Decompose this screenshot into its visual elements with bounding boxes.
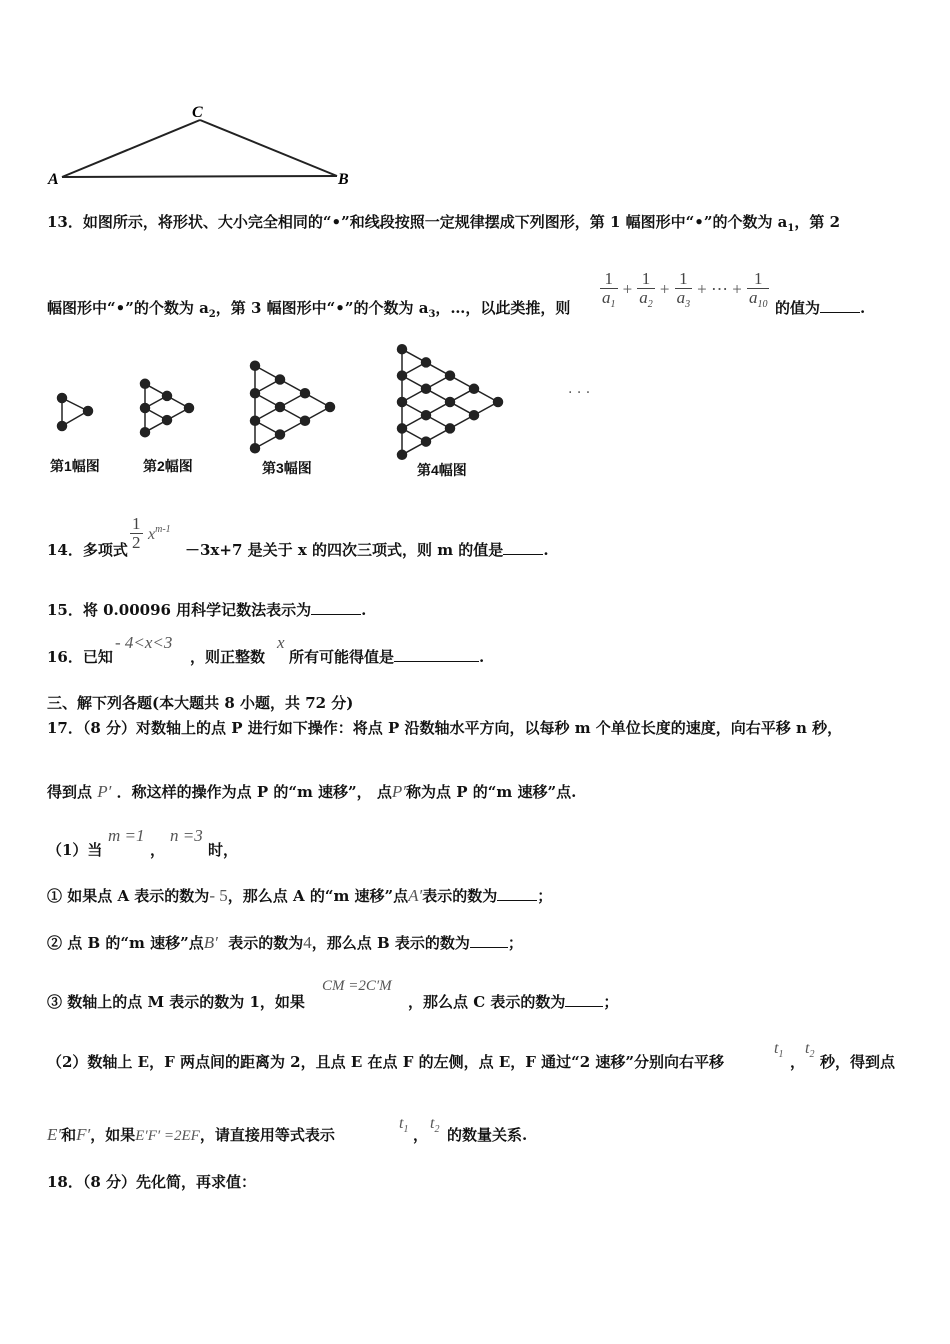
fraction-3: $\frac{1}{a_3}$ [676,269,691,310]
comma: ， [790,1053,806,1071]
dot [446,398,455,407]
t1-second: $t_1$ [399,1115,409,1135]
q17-line2: 得到点 P′ ．称这样的操作为点 P 的“m 速移”， 点P′称为点 P 的“m 速移”点. [47,782,577,801]
dot [470,411,479,420]
dot [276,430,285,439]
dot [398,345,407,354]
q16-rest: 所有可能得值是 . [289,648,485,666]
dot [398,371,407,380]
triangle-label-c: C [192,104,203,121]
dot [163,416,172,425]
dot [141,404,150,413]
more-figures-dots: · · · [568,385,591,401]
fraction-1: $\frac{1}{a_1}$ [602,269,616,310]
dot [422,411,431,420]
q14: 14．多项式 [47,541,128,559]
answer-blank[interactable] [311,600,361,615]
q16-inequality: - 4<x<3 [115,633,173,652]
answer-blank[interactable] [497,886,537,901]
dot [251,444,260,453]
triangle-side-ab [62,176,337,177]
p-prime: P′ [391,782,407,801]
dot [301,389,310,398]
cm-equation: CM =2C′M [322,978,392,994]
answer-blank[interactable] [394,647,479,662]
dot [422,358,431,367]
section-3-title: 三、解下列各题(本大题共 8 小题，共 72 分) [47,694,354,712]
fraction-10: $\frac{1}{a_{10}}$ [748,269,768,310]
comma: ， [413,1126,429,1144]
dot [251,389,260,398]
q17-line1: 17．（8 分）对数轴上的点 P 进行如下操作：将点 P 沿数轴水平方向，以每秒 m 个单位长度的速度，向右平移 n 秒， [47,719,843,737]
triangle-label-b: B [338,171,349,188]
triangle-side-cb [200,120,337,176]
dot [398,398,407,407]
q13-tail: 的值为 . [775,299,866,317]
figure-3 [251,361,335,453]
m-equals: m =1 [108,826,145,845]
answer-blank[interactable] [503,540,543,555]
figure-caption-4: 第4幅图 [417,462,467,478]
q17-item3-rest: ，那么点 C 表示的数为 ； [408,993,619,1011]
dot [141,428,150,437]
q18: 18．（8 分）先化简，再求值： [47,1173,257,1191]
q17-part1-end: 时， [208,841,239,859]
dot [446,371,455,380]
figure-caption-3: 第3幅图 [262,460,312,476]
answer-blank[interactable] [820,298,860,313]
q13-line2: 幅图形中“•”的个数为 $a_2$，第 3 幅图形中“•”的个数为 $a_3$，…，以此类推，则 [47,299,571,320]
dot [398,450,407,459]
q14-variable: $x^{m-1}$ [148,524,171,543]
q17-part2-line2: E′和F′，如果E′F′ =2EF，请直接用等式表示 [47,1125,335,1144]
q17-item1: ① 如果点 A 表示的数为- 5，那么点 A 的“m 速移”点A′表示的数为 ； [47,886,553,905]
dot [422,384,431,393]
dot [251,416,260,425]
dot [185,404,194,413]
n-equals: n =3 [170,826,203,845]
figure-2 [141,379,194,436]
q16-var: x [277,633,285,652]
dot [470,384,479,393]
dot [398,424,407,433]
dot [276,375,285,384]
p-prime: P′ [97,782,112,801]
dot [422,437,431,446]
dot [326,403,335,412]
figure-1 [58,394,93,431]
comma: ， [150,841,166,859]
figure-caption-2: 第2幅图 [143,458,193,474]
dot [141,379,150,388]
dot [163,391,172,400]
triangle-label-a: A [48,171,59,188]
q16-mid: ，则正整数 [190,648,266,666]
figure-caption-1: 第1幅图 [50,458,100,474]
q15: 15．将 0.00096 用科学记数法表示为 . [47,601,367,619]
dot [276,403,285,412]
q17-item2: ② 点 B 的“m 速移”点B′ 表示的数为4，那么点 B 表示的数为 ； [47,933,523,952]
q17-item3: ③ 数轴上的点 M 表示的数为 1，如果 [47,993,305,1011]
triangle-side-ac [62,120,200,177]
figure-4 [398,345,503,460]
q17-part2-line2-end: 的数量关系. [447,1126,528,1144]
dot [301,416,310,425]
t1: $t_1$ [774,1040,784,1060]
answer-blank[interactable] [470,933,508,948]
q17-part1: （1）当 [47,841,103,859]
q16: 16．已知 [47,648,113,666]
q13-line1: 13．如图所示，将形状、大小完全相同的“•”和线段按照一定规律摆成下列图形，第 1 幅图形中“•”的个数为 $a_1$，第 2 [47,213,841,234]
q17-part2-line1: （2）数轴上 E，F 两点间的距离为 2，且点 E 在点 F 的左侧，点 E，F 通过“2 速移”分别向右平移 [47,1053,725,1071]
dot [446,424,455,433]
dot [251,361,260,370]
dot [494,398,503,407]
t2-second: $t_2$ [430,1115,440,1135]
q13-fraction-sum: $\frac{1}{a_1}$ + $\frac{1}{a_2}$ + $\frac{1}{a_3}$ + ⋯ + $\frac{1}{a_{10}}$ [602,269,768,310]
q14-rest: －3x+7 是关于 x 的四次三项式，则 m 的值是 . [185,541,549,559]
t2: $t_2$ [805,1040,815,1060]
dot-pattern-figures [40,350,610,450]
triangle-figure [40,95,370,195]
q14-coefficient: $\frac{1}{2}$ [132,514,141,552]
q17-part2-end: 秒，得到点 [820,1053,896,1071]
fraction-2: $\frac{1}{a_2}$ [639,269,653,310]
answer-blank[interactable] [565,992,603,1007]
